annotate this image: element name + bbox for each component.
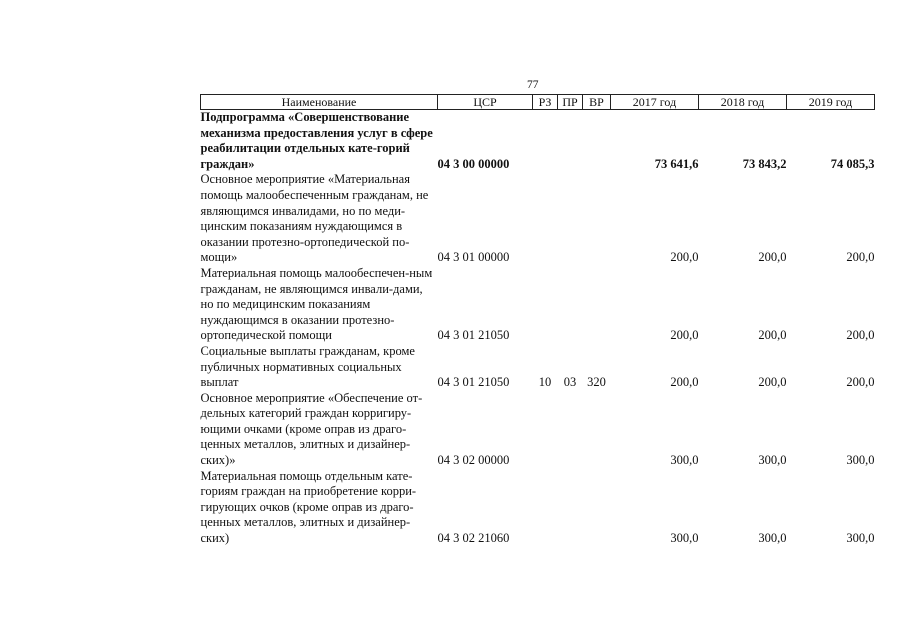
cell-year-2018: 200,0 — [758, 328, 787, 343]
cell-year-2018: 300,0 — [758, 453, 787, 468]
cell-csr: 04 3 02 00000 — [437, 453, 510, 468]
table-row — [201, 391, 875, 469]
table-header-row — [201, 95, 875, 110]
header-vr: ВР — [583, 95, 611, 110]
cell-year-2017: 73 641,6 — [654, 156, 699, 171]
header-csr: ЦСР — [438, 95, 533, 110]
cell-year-2017: 200,0 — [670, 328, 699, 343]
cell-rz: 10 — [538, 375, 552, 390]
cell-name: Социальные выплаты гражданам, кроме публичных нормативных социальных выплат — [200, 343, 415, 390]
cell-pr — [558, 266, 583, 344]
cell-rz — [533, 172, 558, 266]
cell-rz — [533, 469, 558, 547]
cell-vr — [583, 266, 611, 344]
cell-name: Основное мероприятие «Материальная помощь малообеспеченным гражданам, не являющимся инвалидами, но по меди-цинским показаниям нуждающимся в оказании протезно-ортопедической по-мощи» — [200, 172, 429, 265]
cell-vr — [583, 110, 611, 173]
header-pr: ПР — [558, 95, 583, 110]
cell-pr — [558, 469, 583, 547]
budget-table — [200, 94, 875, 547]
cell-year-2017: 200,0 — [670, 250, 699, 265]
cell-vr — [583, 172, 611, 266]
cell-name: Материальная помощь малообеспечен-ным гражданам, не являющимся инвали-дами, но по медицинским показаниям нуждающимся в оказании протезно-ортопедической помощи — [200, 265, 433, 343]
cell-year-2019: 200,0 — [846, 250, 875, 265]
cell-vr — [583, 391, 611, 469]
cell-name: Основное мероприятие «Обеспечение от-дельных категорий граждан корригиру-ющими очками (кроме оправ из драго-ценных металлов, элитных и дизайнер-ских)» — [200, 390, 423, 468]
cell-year-2019: 200,0 — [846, 375, 875, 390]
cell-rz — [533, 391, 558, 469]
cell-vr: 320 — [587, 375, 606, 390]
cell-year-2017: 300,0 — [670, 531, 699, 546]
cell-csr: 04 3 01 21050 — [437, 328, 510, 343]
header-2019: 2019 год — [787, 95, 875, 110]
header-rz: РЗ — [533, 95, 558, 110]
cell-year-2019: 300,0 — [846, 453, 875, 468]
table-body — [201, 110, 875, 547]
page-number: 77 — [527, 79, 539, 91]
table-row — [201, 172, 875, 266]
cell-pr — [558, 391, 583, 469]
cell-year-2019: 200,0 — [846, 328, 875, 343]
header-name: Наименование — [201, 95, 438, 110]
cell-year-2017: 200,0 — [670, 375, 699, 390]
table-row — [201, 469, 875, 547]
cell-pr: 03 — [563, 375, 577, 390]
cell-name: Материальная помощь отдельным кате-гориям граждан на приобретение корри-гирующих очков (кроме оправ из драго-ценных металлов, элитных и дизайнер-ских) — [200, 468, 417, 546]
cell-year-2018: 73 843,2 — [742, 156, 787, 171]
header-2018: 2018 год — [699, 95, 787, 110]
cell-rz — [533, 266, 558, 344]
header-2017: 2017 год — [611, 95, 699, 110]
cell-year-2019: 74 085,3 — [830, 156, 875, 171]
cell-csr: 04 3 00 00000 — [437, 156, 510, 171]
cell-csr: 04 3 01 21050 — [437, 375, 510, 390]
cell-name: Подпрограмма «Совершенствование механизма предоставления услуг в сфере реабилитации отдельных кате-горий граждан» — [200, 110, 433, 171]
table-row — [201, 110, 875, 173]
cell-pr — [558, 110, 583, 173]
cell-csr: 04 3 02 21060 — [437, 531, 510, 546]
cell-vr — [583, 469, 611, 547]
cell-year-2018: 200,0 — [758, 250, 787, 265]
cell-year-2018: 300,0 — [758, 531, 787, 546]
cell-csr: 04 3 01 00000 — [437, 250, 510, 265]
cell-year-2017: 300,0 — [670, 453, 699, 468]
cell-year-2018: 200,0 — [758, 375, 787, 390]
cell-year-2019: 300,0 — [846, 531, 875, 546]
table-row — [201, 344, 875, 391]
table-row — [201, 266, 875, 344]
cell-rz — [533, 110, 558, 173]
cell-pr — [558, 172, 583, 266]
